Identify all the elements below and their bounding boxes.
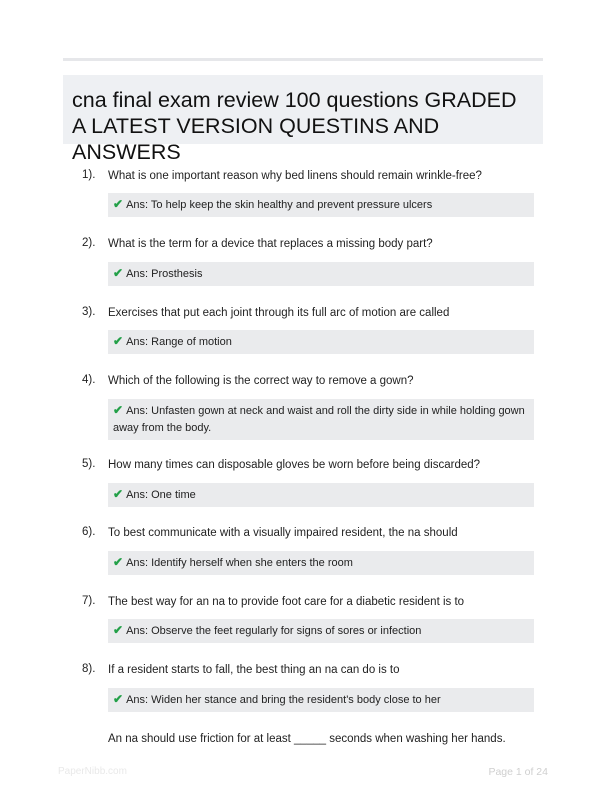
document-title: cna final exam review 100 questions GRADED A LATEST VERSION QUESTINS AND ANSWERS	[72, 88, 517, 164]
question-number: 5).	[82, 458, 96, 470]
answer-box	[108, 399, 534, 440]
answer-box	[108, 483, 534, 507]
question-text: What is one important reason why bed linens should remain wrinkle-free?	[108, 170, 482, 182]
check-icon: ✔	[113, 334, 124, 348]
answer-box	[108, 262, 534, 286]
question-text: If a resident starts to fall, the best thing an na can do is to	[108, 664, 400, 676]
top-divider	[63, 58, 543, 61]
title-banner	[63, 75, 543, 164]
question-number: 1).	[82, 169, 96, 181]
answer-box	[108, 551, 534, 575]
question-text: Which of the following is the correct way to remove a gown?	[108, 375, 414, 387]
question-text: Exercises that put each joint through its full arc of motion are called	[108, 307, 450, 319]
question-number: 6).	[82, 526, 96, 538]
question-text: To best communicate with a visually impaired resident, the na should	[108, 527, 458, 539]
answer-text: Ans: Observe the feet regularly for signs of sores or infection	[126, 625, 422, 637]
answer-box	[108, 619, 534, 643]
question-number: 3).	[82, 306, 96, 318]
check-icon: ✔	[113, 692, 124, 706]
question-number: 8).	[82, 663, 96, 675]
check-icon: ✔	[113, 403, 124, 417]
check-icon: ✔	[113, 197, 124, 211]
answer-text: Ans: To help keep the skin healthy and prevent pressure ulcers	[126, 199, 433, 211]
page-number: Page 1 of 24	[488, 766, 548, 778]
question-text: How many times can disposable gloves be worn before being discarded?	[108, 459, 481, 471]
answer-box	[108, 330, 534, 354]
answer-text: Ans: Unfasten gown at neck and waist and roll the dirty side in while holding gown away from the body.	[113, 405, 525, 434]
check-icon: ✔	[113, 623, 124, 637]
answer-text: Ans: Identify herself when she enters the room	[126, 557, 353, 569]
question-number: 7).	[82, 595, 96, 607]
answer-box	[108, 688, 534, 712]
question-number: 2).	[82, 237, 96, 249]
question-text: What is the term for a device that replaces a missing body part?	[108, 238, 433, 250]
answer-text: Ans: Range of motion	[126, 336, 232, 348]
question-text: An na should use friction for at least _____ seconds when washing her hands.	[108, 733, 506, 745]
check-icon: ✔	[113, 266, 124, 280]
check-icon: ✔	[113, 487, 124, 501]
answer-text: Ans: Widen her stance and bring the resident's body close to her	[126, 694, 441, 706]
footer-watermark: PaperNibb.com	[58, 766, 127, 777]
question-number: 4).	[82, 374, 96, 386]
answer-box	[108, 193, 534, 217]
check-icon: ✔	[113, 555, 124, 569]
question-text: The best way for an na to provide foot care for a diabetic resident is to	[108, 596, 465, 608]
answer-text: Ans: One time	[126, 489, 196, 501]
answer-text: Ans: Prosthesis	[126, 268, 203, 280]
